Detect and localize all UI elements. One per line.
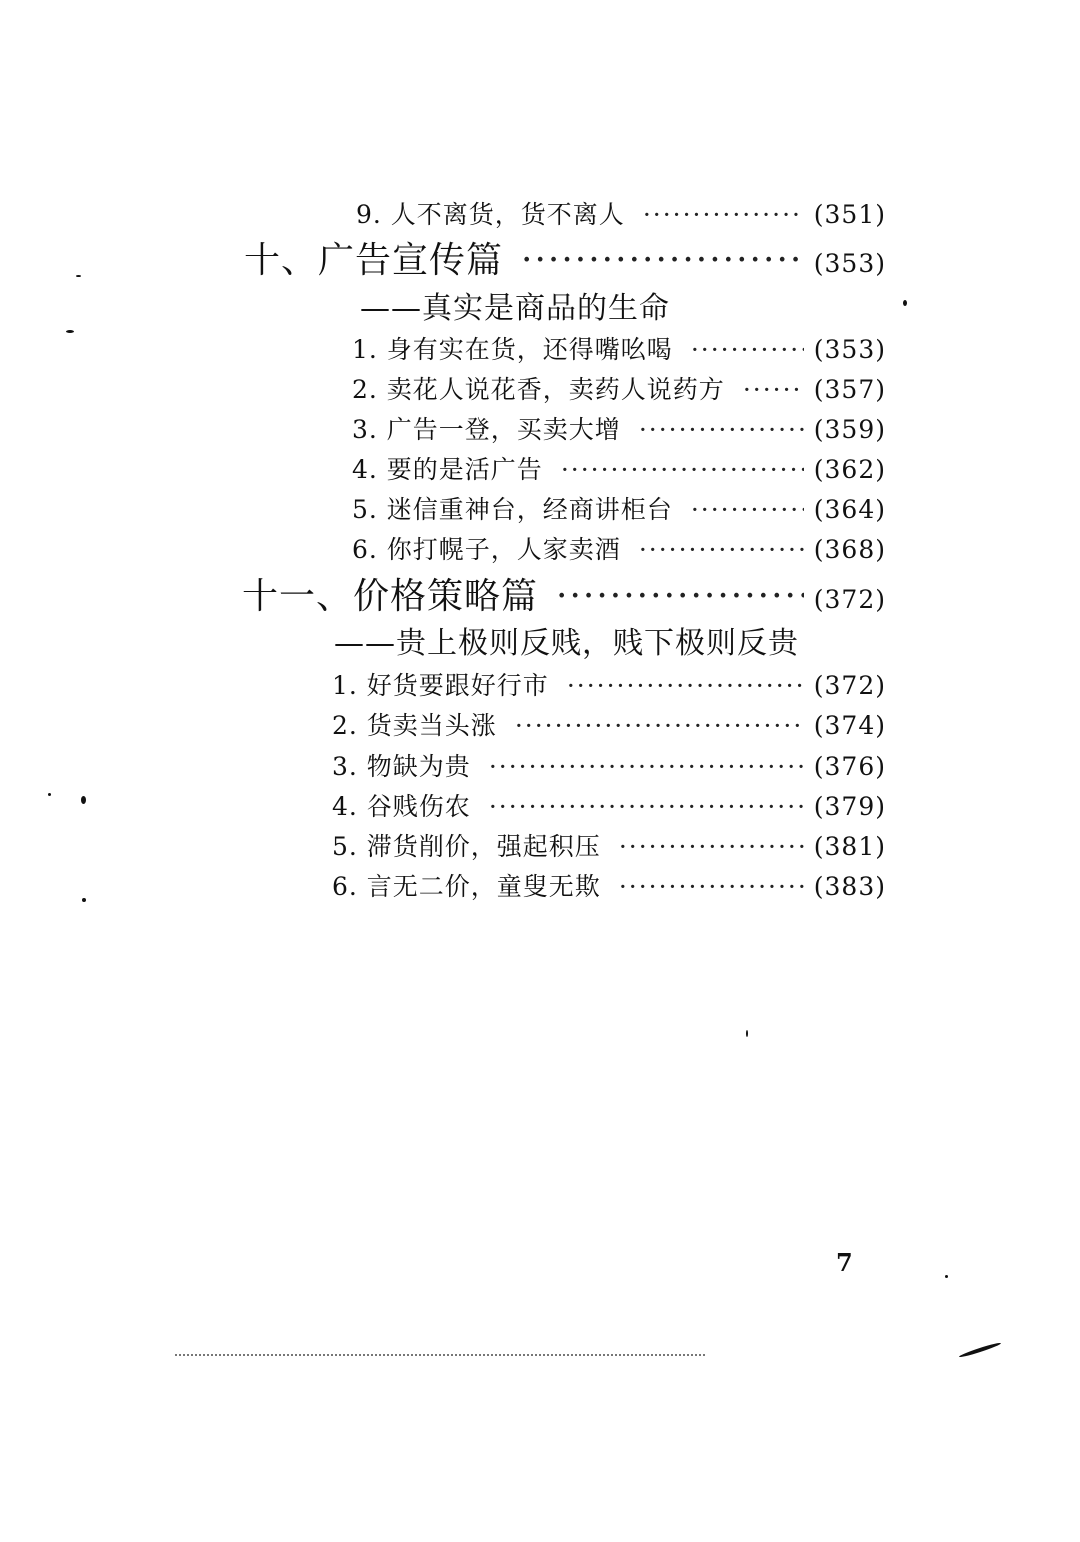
scan-rule <box>175 1354 705 1356</box>
toc-entry-page: (357) <box>813 375 886 404</box>
scan-speck <box>945 1275 948 1278</box>
toc-entry-label: 6. 言无二价，童叟无欺 <box>332 872 601 901</box>
toc-entry <box>332 867 886 903</box>
chapter-subtitle: ——贵上极则反贱，贱下极则反贵 <box>334 626 799 661</box>
toc-entry-label: 4. 要的是活广告 <box>352 455 543 484</box>
dot-leader <box>643 200 804 229</box>
toc-entry-label: 6. 你打幌子，人家卖酒 <box>352 535 621 564</box>
chapter-heading <box>242 568 886 619</box>
toc-entry <box>332 747 886 783</box>
dot-leader <box>639 415 804 444</box>
chapter-title: 十一、价格策略篇 <box>242 576 539 617</box>
toc-entry-page: (381) <box>813 832 886 861</box>
toc-entry-label: 2. 货卖当头涨 <box>332 711 497 740</box>
dot-leader <box>556 576 804 617</box>
toc-entry-page: (379) <box>813 792 886 821</box>
chapter-title: 十、广告宣传篇 <box>244 240 504 281</box>
scan-speck <box>82 898 86 902</box>
toc-entry-label: 1. 好货要跟好行市 <box>332 671 549 700</box>
dot-leader <box>691 335 804 364</box>
dot-leader <box>619 832 804 861</box>
dot-leader <box>489 752 804 781</box>
toc-entry <box>352 530 886 566</box>
toc-entry-page: (364) <box>813 495 886 524</box>
scan-speck <box>66 330 74 333</box>
toc-entry-label: 9. 人不离货，货不离人 <box>356 200 625 229</box>
toc-entry-page: (351) <box>813 200 886 229</box>
toc-entry-page: (368) <box>813 535 886 564</box>
chapter-page: (372) <box>813 585 886 614</box>
dot-leader <box>743 375 804 404</box>
toc-entry <box>332 827 886 863</box>
toc-entry-label: 5. 滞货削价，强起积压 <box>332 832 601 861</box>
scan-speck <box>746 1030 748 1037</box>
scan-speck <box>958 1341 1001 1358</box>
dot-leader <box>489 792 804 821</box>
toc-entry-page: (383) <box>813 872 886 901</box>
scan-speck <box>903 300 907 306</box>
dot-leader <box>561 455 804 484</box>
dot-leader <box>515 711 804 740</box>
dot-leader <box>567 671 804 700</box>
scan-speck <box>81 796 86 804</box>
dot-leader <box>639 535 804 564</box>
toc-entry-label: 5. 迷信重神台，经商讲柜台 <box>352 495 673 524</box>
toc-entry <box>356 195 886 231</box>
dot-leader <box>691 495 804 524</box>
scan-speck <box>76 275 81 277</box>
toc-entry <box>332 706 886 742</box>
toc-entry-label: 1. 身有实在货，还得嘴吆喝 <box>352 335 673 364</box>
dot-leader <box>521 240 804 281</box>
toc-entry-page: (353) <box>813 335 886 364</box>
chapter-subtitle: ——真实是商品的生命 <box>360 291 670 326</box>
toc-entry-label: 3. 物缺为贵 <box>332 752 471 781</box>
toc-entry <box>332 787 886 823</box>
toc-entry-page: (362) <box>813 455 886 484</box>
toc-entry <box>352 410 886 446</box>
page-number: 7 <box>836 1248 853 1277</box>
toc-entry-page: (372) <box>813 671 886 700</box>
toc-entry-page: (374) <box>813 711 886 740</box>
chapter-page: (353) <box>813 249 886 278</box>
toc-entry <box>352 490 886 526</box>
toc-entry-label: 2. 卖花人说花香，卖药人说药方 <box>352 375 725 404</box>
toc-entry-label: 3. 广告一登，买卖大增 <box>352 415 621 444</box>
toc-entry <box>332 666 886 702</box>
chapter-heading <box>244 232 886 283</box>
toc-entry-label: 4. 谷贱伤农 <box>332 792 471 821</box>
toc-entry <box>352 370 886 406</box>
toc-entry <box>352 330 886 366</box>
toc-entry-page: (376) <box>813 752 886 781</box>
toc-entry-page: (359) <box>813 415 886 444</box>
scan-speck <box>48 793 51 796</box>
toc-entry <box>352 450 886 486</box>
dot-leader <box>619 872 804 901</box>
